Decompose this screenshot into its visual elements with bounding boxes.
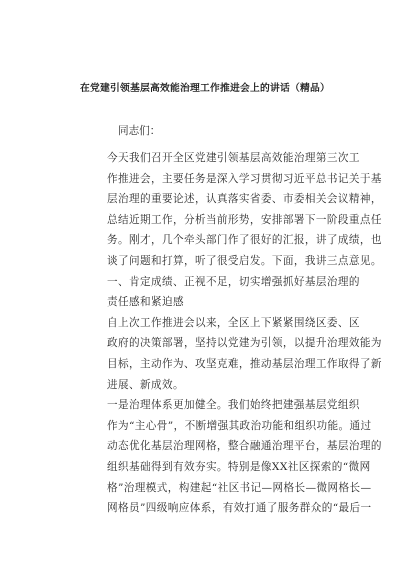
text-line: 动态优化基层治理网格，整合融通治理平台，基层治理的 [107, 440, 382, 453]
text-line: 总结近期工作，分析当前形势，安排部署下一阶段重点任 [107, 213, 382, 226]
document-body [86, 120, 382, 519]
text-line: 今天我们召开全区党建引领基层高效能治理第三次工 [107, 152, 360, 164]
text-line: 格”治理模式，构建起“社区书记—网格长—微网格长— [107, 481, 372, 494]
text-line: 谈了问题和打算，听了很受启发。下面，我讲三点意见。 [107, 254, 382, 267]
text-line: 作为“主心骨”，不断增强其政治功能和组织功能。通过 [107, 419, 372, 432]
text-line: 责任感和紧迫感 [107, 296, 184, 309]
salutation: 同志们： [118, 125, 161, 137]
text-line: 目标，主动作为、攻坚克难，推动基层治理工作取得了新 [107, 357, 382, 370]
section-heading-1 [86, 272, 360, 313]
text-line: 作推进会，主要任务是深入学习贯彻习近平总书记关于基 [107, 172, 382, 185]
text-line: 组织基础得到有效夯实。特别是像XX社区探索的“微网 [107, 460, 371, 473]
text-line: 一是治理体系更加健全。我们始终把建强基层党组织 [107, 399, 360, 412]
text-line: 政府的决策部署，坚持以党建为引领，以提升治理效能为 [107, 337, 382, 350]
text-line: 自上次工作推进会以来，全区上下紧紧围绕区委、区 [107, 316, 360, 329]
text-line: 进展、新成效。 [107, 378, 184, 391]
text-line: 层治理的重要论述，认真落实省委、市委相关会议精神， [107, 193, 382, 206]
text-line: 网格员”四级响应体系，有效打通了服务群众的“最后一 [107, 502, 372, 515]
text-line: 务。刚才，几个牵头部门作了很好的汇报，讲了成绩，也 [107, 234, 382, 247]
paragraph-progress [86, 313, 382, 395]
paragraph-opening [86, 148, 382, 272]
document-title: 在党建引领基层高效能治理工作推进会上的讲话（精品） [80, 83, 330, 94]
paragraph-governance-system [86, 395, 382, 519]
text-line: 一、肯定成绩、正视不足，切实增强抓好基层治理的 [107, 275, 360, 288]
